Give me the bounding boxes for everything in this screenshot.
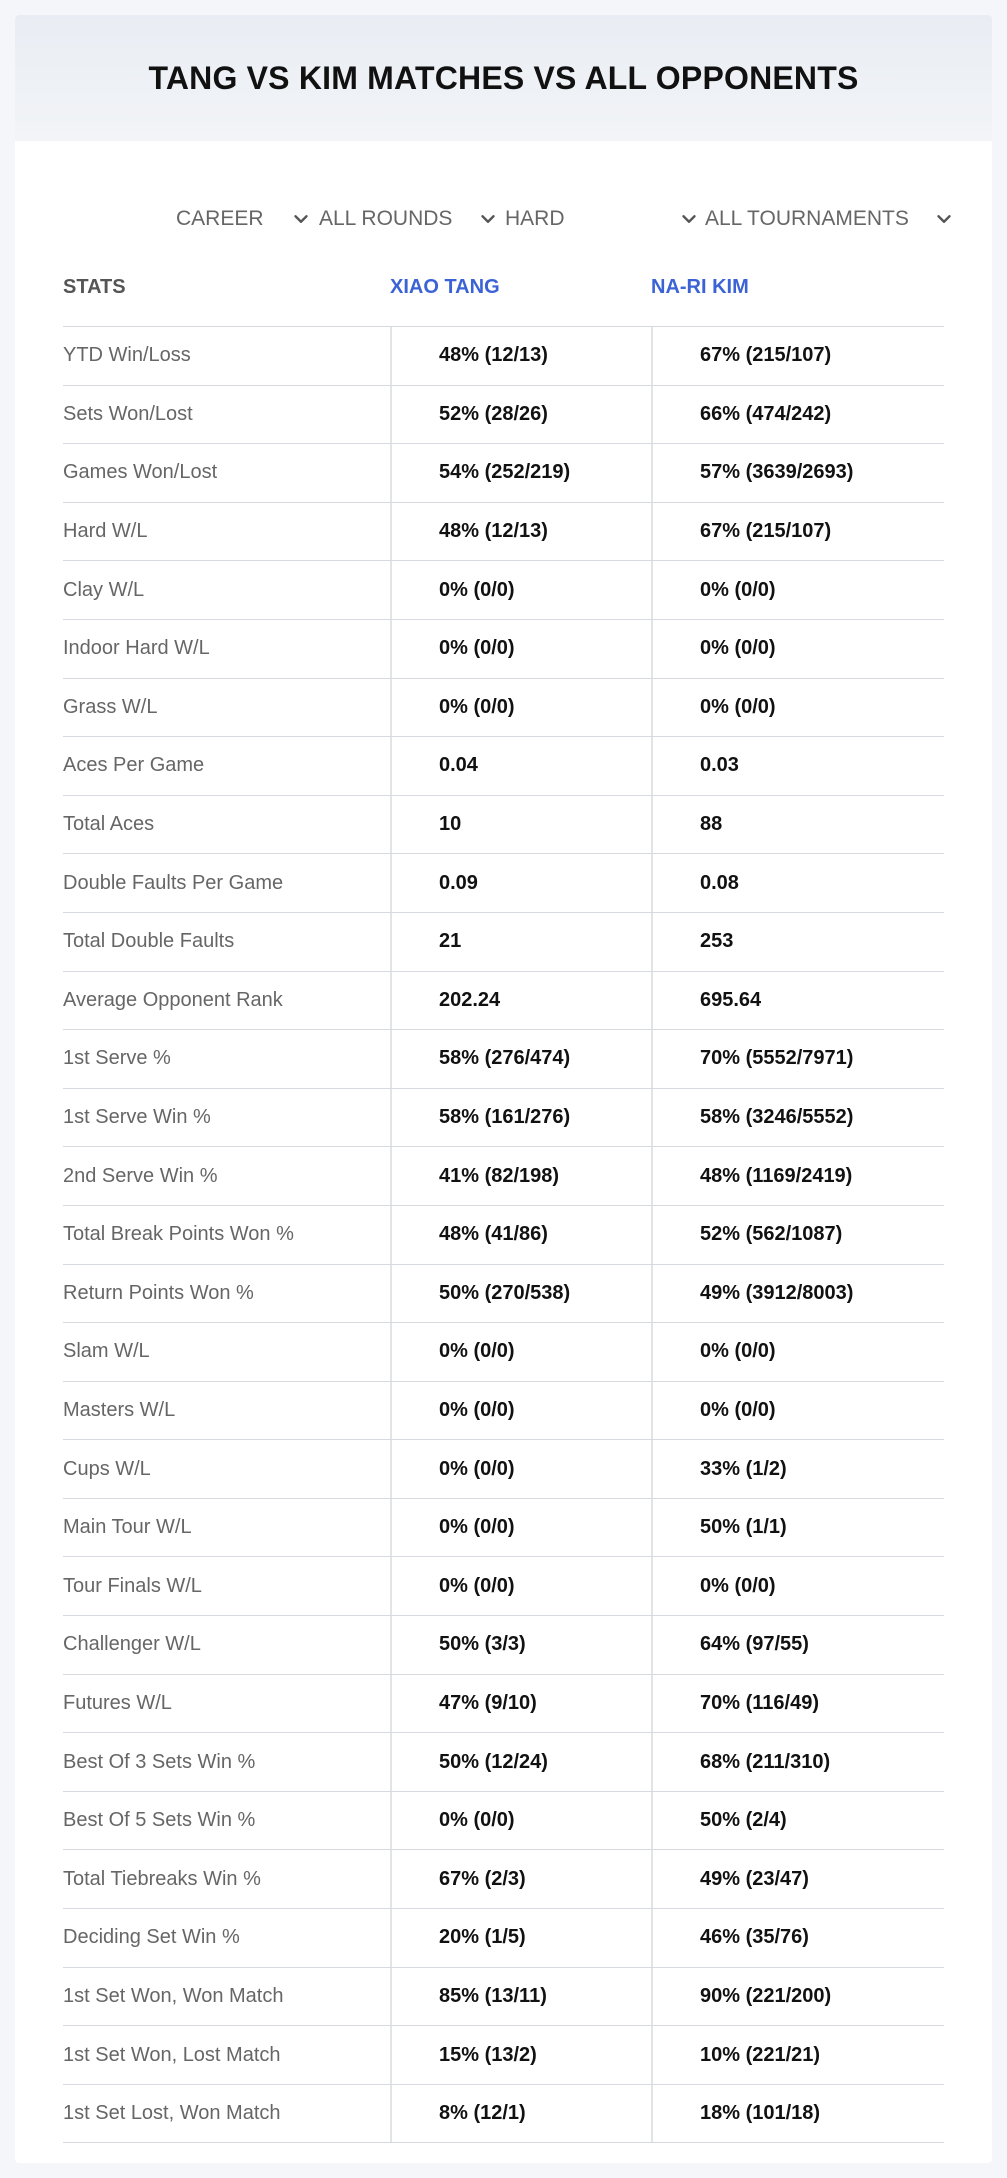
stat-label: Grass W/L [63, 695, 158, 718]
player1-value: 8% (12/1) [390, 2085, 651, 2143]
player1-value: 10 [390, 796, 651, 854]
stat-label: Futures W/L [63, 1691, 172, 1714]
table-row [63, 620, 944, 679]
player2-value: 0.08 [651, 854, 944, 912]
stat-label: Total Aces [63, 813, 155, 836]
chevron-down-icon [290, 208, 312, 230]
table-header [63, 247, 944, 327]
stat-label: Best Of 5 Sets Win % [63, 1809, 256, 1832]
player1-value: 50% (12/24) [390, 1733, 651, 1791]
player2-value: 0.03 [651, 737, 944, 795]
chevron-down-icon [678, 208, 700, 230]
stat-label: Main Tour W/L [63, 1516, 192, 1539]
player2-value: 67% (215/107) [651, 327, 944, 385]
stat-label: 1st Set Lost, Won Match [63, 2102, 281, 2125]
stat-label: Indoor Hard W/L [63, 637, 210, 660]
stat-label: 1st Set Won, Lost Match [63, 2043, 281, 2066]
player1-value: 50% (3/3) [390, 1616, 651, 1674]
table-row [63, 1557, 944, 1616]
table-row [63, 1382, 944, 1441]
player1-value: 48% (12/13) [390, 503, 651, 561]
stat-label: Total Double Faults [63, 930, 235, 953]
table-row [63, 327, 944, 386]
chevron-down-icon [477, 208, 499, 230]
table-row [63, 1440, 944, 1499]
stat-label: 2nd Serve Win % [63, 1164, 218, 1187]
player2-value: 0% (0/0) [651, 679, 944, 737]
player2-value: 50% (2/4) [651, 1792, 944, 1850]
table-row [63, 1792, 944, 1851]
stat-label: Challenger W/L [63, 1633, 201, 1656]
player2-value: 70% (116/49) [651, 1675, 944, 1733]
tournament-select[interactable] [705, 195, 955, 243]
player1-value: 202.24 [390, 972, 651, 1030]
table-row [63, 1323, 944, 1382]
player1-value: 21 [390, 913, 651, 971]
player2-value: 68% (211/310) [651, 1733, 944, 1791]
stat-label: Tour Finals W/L [63, 1574, 202, 1597]
stats-table [63, 247, 944, 2143]
period-select[interactable] [176, 195, 312, 243]
stat-label: Deciding Set Win % [63, 1926, 240, 1949]
player1-value: 0% (0/0) [390, 1440, 651, 1498]
stat-label: Sets Won/Lost [63, 402, 193, 425]
table-row [63, 1850, 944, 1909]
player2-value: 49% (23/47) [651, 1850, 944, 1908]
player1-value: 54% (252/219) [390, 444, 651, 502]
table-row [63, 796, 944, 855]
player2-value: 66% (474/242) [651, 386, 944, 444]
player1-value: 58% (161/276) [390, 1089, 651, 1147]
player2-value: 0% (0/0) [651, 561, 944, 619]
player2-value: 33% (1/2) [651, 1440, 944, 1498]
table-row [63, 1499, 944, 1558]
player1-value: 15% (13/2) [390, 2026, 651, 2084]
table-row [63, 1030, 944, 1089]
table-row [63, 444, 944, 503]
table-row [63, 913, 944, 972]
player2-value: 10% (221/21) [651, 2026, 944, 2084]
player2-value: 46% (35/76) [651, 1909, 944, 1967]
column-header-stats: STATS [63, 275, 126, 298]
page-title: TANG VS KIM MATCHES VS ALL OPPONENTS [148, 59, 859, 96]
table-row [63, 1206, 944, 1265]
player2-value: 90% (221/200) [651, 1968, 944, 2026]
player2-value: 253 [651, 913, 944, 971]
table-row [63, 1265, 944, 1324]
player2-value: 58% (3246/5552) [651, 1089, 944, 1147]
player1-value: 0% (0/0) [390, 1323, 651, 1381]
player2-value: 70% (5552/7971) [651, 1030, 944, 1088]
stat-label: Total Break Points Won % [63, 1223, 294, 1246]
player2-value: 695.64 [651, 972, 944, 1030]
player2-value: 48% (1169/2419) [651, 1147, 944, 1205]
table-row [63, 737, 944, 796]
table-row [63, 2085, 944, 2144]
table-row [63, 679, 944, 738]
player1-value: 0% (0/0) [390, 1499, 651, 1557]
stat-label: Total Tiebreaks Win % [63, 1867, 261, 1890]
stat-label: YTD Win/Loss [63, 344, 191, 367]
player2-link[interactable]: NA-RI KIM [651, 275, 749, 298]
player1-value: 0% (0/0) [390, 679, 651, 737]
stat-label: Aces Per Game [63, 754, 205, 777]
stat-label: Return Points Won % [63, 1281, 254, 1304]
period-select-value: CAREER [176, 207, 264, 230]
player2-value: 67% (215/107) [651, 503, 944, 561]
player2-value: 0% (0/0) [651, 1323, 944, 1381]
player2-value: 52% (562/1087) [651, 1206, 944, 1264]
round-select[interactable] [319, 195, 499, 243]
player1-link[interactable]: XIAO TANG [390, 275, 500, 298]
table-row [63, 972, 944, 1031]
player1-value: 0% (0/0) [390, 1792, 651, 1850]
player1-value: 52% (28/26) [390, 386, 651, 444]
player1-value: 41% (82/198) [390, 1147, 651, 1205]
stat-label: 1st Serve % [63, 1047, 171, 1070]
player1-value: 0% (0/0) [390, 1382, 651, 1440]
player1-value: 47% (9/10) [390, 1675, 651, 1733]
player1-value: 0.04 [390, 737, 651, 795]
card-header [15, 15, 992, 141]
player2-value: 0% (0/0) [651, 1382, 944, 1440]
player1-value: 85% (13/11) [390, 1968, 651, 2026]
player2-value: 0% (0/0) [651, 620, 944, 678]
table-row [63, 1909, 944, 1968]
table-row [63, 503, 944, 562]
filter-bar [15, 195, 992, 243]
stat-label: Average Opponent Rank [63, 988, 283, 1011]
table-body [63, 327, 944, 2143]
table-row [63, 1968, 944, 2027]
stat-label: Hard W/L [63, 520, 148, 543]
player1-value: 48% (41/86) [390, 1206, 651, 1264]
table-row [63, 2026, 944, 2085]
player1-value: 48% (12/13) [390, 327, 651, 385]
stat-label: 1st Serve Win % [63, 1106, 211, 1129]
chevron-down-icon [933, 208, 955, 230]
player1-value: 0% (0/0) [390, 1557, 651, 1615]
stat-label: Double Faults Per Game [63, 871, 284, 894]
round-select-value: ALL ROUNDS [319, 207, 453, 230]
player2-value: 50% (1/1) [651, 1499, 944, 1557]
player2-value: 64% (97/55) [651, 1616, 944, 1674]
stat-label: Slam W/L [63, 1340, 150, 1363]
table-row [63, 1147, 944, 1206]
player2-value: 0% (0/0) [651, 1557, 944, 1615]
player2-value: 88 [651, 796, 944, 854]
player1-value: 50% (270/538) [390, 1265, 651, 1323]
player1-value: 58% (276/474) [390, 1030, 651, 1088]
player2-value: 57% (3639/2693) [651, 444, 944, 502]
player2-value: 18% (101/18) [651, 2085, 944, 2143]
stat-label: Games Won/Lost [63, 461, 218, 484]
player1-value: 0% (0/0) [390, 620, 651, 678]
stat-label: Masters W/L [63, 1398, 176, 1421]
table-row [63, 1089, 944, 1148]
stat-label: Cups W/L [63, 1457, 151, 1480]
stat-label: Clay W/L [63, 578, 145, 601]
tournament-select-value: ALL TOURNAMENTS [705, 207, 909, 230]
player1-value: 67% (2/3) [390, 1850, 651, 1908]
stat-label: Best Of 3 Sets Win % [63, 1750, 256, 1773]
player2-value: 49% (3912/8003) [651, 1265, 944, 1323]
player1-value: 20% (1/5) [390, 1909, 651, 1967]
surface-select[interactable] [505, 195, 700, 243]
table-row [63, 1616, 944, 1675]
table-row [63, 854, 944, 913]
player1-value: 0.09 [390, 854, 651, 912]
table-row [63, 561, 944, 620]
stat-label: 1st Set Won, Won Match [63, 1984, 284, 2007]
stats-card [15, 15, 992, 2163]
surface-select-value: HARD [505, 207, 565, 230]
table-row [63, 1733, 944, 1792]
table-row [63, 1675, 944, 1734]
table-row [63, 386, 944, 445]
player1-value: 0% (0/0) [390, 561, 651, 619]
